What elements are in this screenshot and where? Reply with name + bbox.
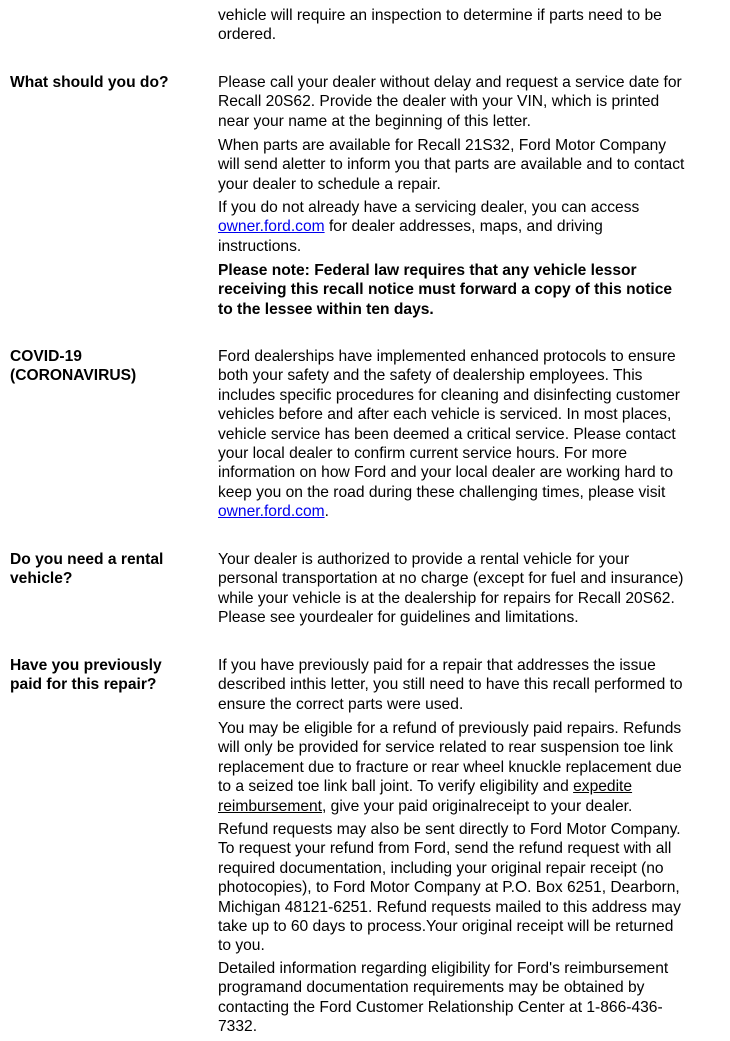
- section-label-what-to-do: What should you do?: [10, 74, 169, 91]
- text-line: both your safety and the safety of dealership employees. This: [218, 367, 643, 385]
- section-label-previously-paid: Have you previously paid for this repair?: [10, 657, 162, 694]
- text-line: 7332.: [218, 1018, 258, 1036]
- text-line: Your dealer is authorized to provide a rental vehicle for your: [218, 551, 630, 568]
- lessor-note: [218, 261, 730, 319]
- text-line: keep you on the road during these challenging times, please visit: [218, 483, 666, 501]
- text-line: will only be provided for service related to rear suspension toe link: [218, 739, 674, 757]
- text-line: to the lessee within ten days.: [218, 300, 434, 318]
- text-line: Michigan 48121-6251. Refund requests mailed to this address may: [218, 898, 681, 916]
- text-line: your dealer to schedule a repair.: [218, 175, 441, 193]
- text-line: receiving this recall notice must forward a copy of this notice: [218, 281, 673, 299]
- text-line: vehicle service has been deemed a critical service. Please contact: [218, 425, 676, 443]
- text-line: take up to 60 days to process.Your original receipt will be returned: [218, 918, 674, 936]
- text-line: owner.ford.com for dealer addresses, maps, and driving: [218, 218, 603, 236]
- text-line: to you.: [218, 937, 265, 955]
- text-line: your local dealer to confirm current service hours. For more: [218, 445, 628, 463]
- text-line: reimbursement, give your paid originalreceipt to your dealer.: [218, 797, 633, 815]
- text-line: owner.ford.com.: [218, 503, 329, 521]
- rental-paragraph: [218, 550, 730, 628]
- text-line: vehicles before and after each vehicle is serviced. In most places,: [218, 406, 672, 424]
- text-line: photocopies), to Ford Motor Company at P.O. Box 6251, Dearborn,: [218, 879, 680, 897]
- text-line: You may be eligible for a refund of previously paid repairs. Refunds: [218, 720, 682, 737]
- text-line: to a seized toe link ball joint. To verify eligibility and expedite: [218, 778, 633, 796]
- intro-paragraph: [218, 6, 730, 45]
- paid-paragraph-3: [218, 820, 730, 956]
- text-line: information on how Ford and your local dealer are working hard to: [218, 464, 674, 482]
- text-line: When parts are available for Recall 21S32, Ford Motor Company: [218, 137, 667, 154]
- owner-ford-link[interactable]: owner.ford.com: [218, 218, 325, 236]
- text-line: Please see yourdealer for guidelines and limitations.: [218, 609, 579, 627]
- paid-paragraph-2: [218, 719, 730, 816]
- text-line: Please note: Federal law requires that any vehicle lessor: [218, 262, 637, 279]
- text-line: instructions.: [218, 237, 302, 255]
- text-line: programand documentation requirements may be obtained by: [218, 979, 645, 997]
- text-line: vehicle will require an inspection to determine if parts need to be: [218, 7, 662, 24]
- text-line: replacement due to fracture or rear wheel knuckle replacement due: [218, 758, 682, 776]
- text-line: ensure the correct parts were used.: [218, 695, 464, 713]
- text-line: contacting the Ford Customer Relationship Center at 1-866-436-: [218, 998, 663, 1016]
- text-line: required documentation, including your original repair receipt (no: [218, 859, 664, 877]
- text-line: near your name at the beginning of this letter.: [218, 112, 531, 130]
- text-line: while your vehicle is at the dealership for repairs for Recall 20S62.: [218, 589, 675, 607]
- covid-paragraph: [218, 347, 730, 522]
- paid-paragraph-4: [218, 959, 730, 1037]
- text-line: Please call your dealer without delay and request a service date for: [218, 74, 682, 91]
- text-line: If you have previously paid for a repair that addresses the issue: [218, 657, 656, 674]
- text-line: will send aletter to inform you that parts are available and to contact: [218, 156, 685, 174]
- text-line: Detailed information regarding eligibility for Ford's reimbursement: [218, 960, 669, 977]
- text-line: ordered.: [218, 26, 277, 44]
- text-line: Refund requests may also be sent directly to Ford Motor Company.: [218, 821, 681, 838]
- text-line: Ford dealerships have implemented enhanced protocols to ensure: [218, 348, 676, 365]
- text-line: Recall 20S62. Provide the dealer with your VIN, which is printed: [218, 93, 660, 111]
- section-label-rental: Do you need a rental vehicle?: [10, 551, 164, 588]
- expedite-underline: expedite: [573, 778, 633, 796]
- paid-paragraph-1: [218, 656, 730, 714]
- text-line: includes specific procedures for cleaning and disinfecting customer: [218, 386, 680, 404]
- section-label-covid: COVID-19 (CORONAVIRUS): [10, 348, 137, 385]
- what-to-do-paragraph-1: [218, 73, 730, 131]
- text-line: To request your refund from Ford, send the refund request with all: [218, 840, 672, 858]
- text-line: described inthis letter, you still need to have this recall performed to: [218, 676, 683, 694]
- what-to-do-paragraph-3: [218, 198, 730, 256]
- text-line: If you do not already have a servicing dealer, you can access: [218, 199, 640, 216]
- reimbursement-underline: reimbursement: [218, 797, 322, 815]
- what-to-do-paragraph-2: [218, 136, 730, 194]
- text-line: personal transportation at no charge (except for fuel and insurance): [218, 570, 684, 588]
- owner-ford-link[interactable]: owner.ford.com: [218, 503, 325, 521]
